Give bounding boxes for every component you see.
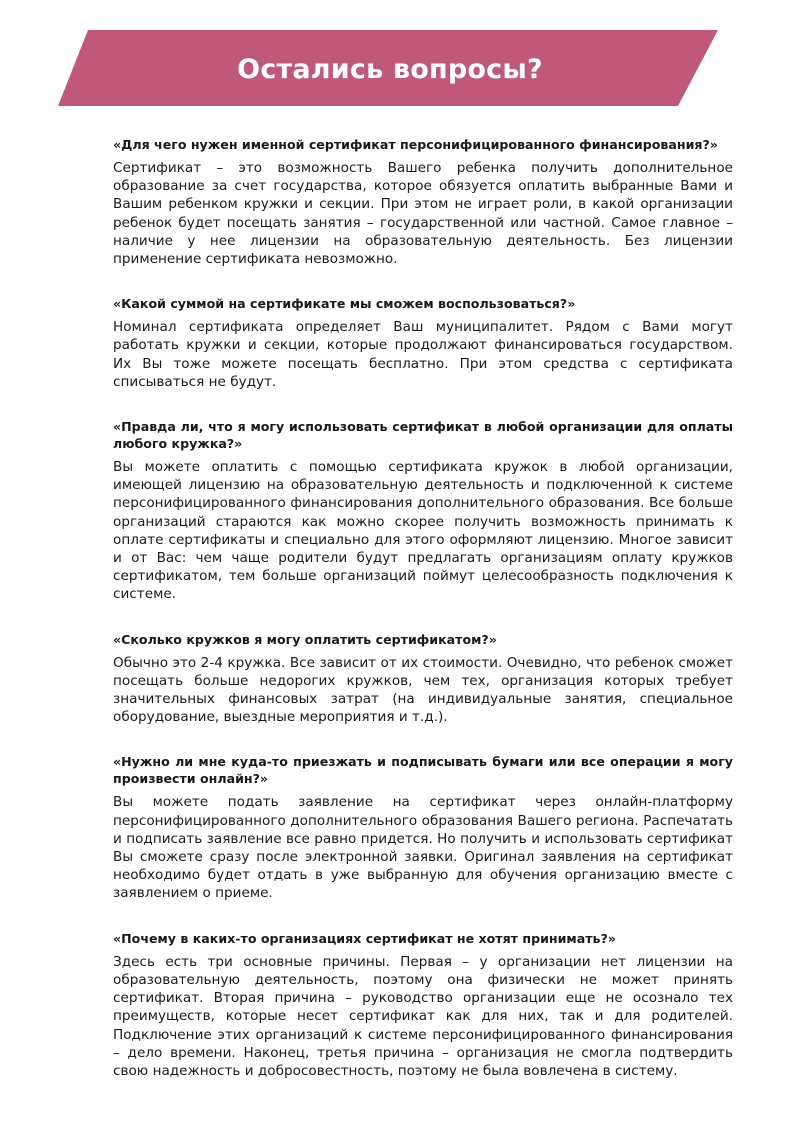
faq-question: «Нужно ли мне куда-то приезжать и подписывать бумаги или все операции я могу произвести онлайн?» [113,754,733,787]
header-banner [0,0,800,130]
page-title: Остались вопросы? [237,54,543,85]
faq-question: «Сколько кружков я могу оплатить сертификатом?» [113,631,497,647]
faq-item [113,136,733,268]
faq-answer: Вы можете подать заявление на сертификат через онлайн-платформу персонифицированного дополнительного образования Вашего региона. Распечатать и подписать заявление все равно придется. Но получить и использовать сертификат Вы сможете сразу после электронной заявки. Оригинал заявления на сертификат необходимо будет отдать в уже выбранную для обучения организацию вместе с заявлением о приеме. [113,794,733,902]
faq-answer: Номинал сертификата определяет Ваш муниципалитет. Рядом с Вами могут работать кружки и секции, которые продолжают финансироваться государством. Их Вы тоже можете посещать бесплатно. При этом средства с сертификата списываться не будут. [113,319,733,390]
faq-item [113,418,733,604]
faq-item [113,295,733,391]
faq-question: «Для чего нужен именной сертификат персонифицированного финансирования?» [113,137,718,152]
faq-answer: Сертификат – это возможность Вашего ребенка получить дополнительное образование за счет государства, которое обязуется оплатить выбранные Вами и Вашим ребенком кружки и секции. При этом не играет роли, в какой организации ребенок будет посещать занятия – государственной или частной. Самое главное – наличие у нее лицензии на образовательную деятельность. Без лицензии применение сертификата невозможно. [113,160,733,268]
faq-question: «Какой суммой на сертификате мы сможем воспользоваться?» [113,296,576,312]
faq-answer: Вы можете оплатить с помощью сертификата кружок в любой организации, имеющей лицензию на образовательную деятельность и подключенной к системе персонифицированного финансирования дополнительного образования. Все больше организаций стараются как можно скорее получить возможность принимать к оплате сертификаты и специально для этого оформляют лицензию. Многое зависит и от Вас: чем чаще родители будут предлагать организациям оплату кружков сертификатом, тем больше организаций поймут целесообразность подключения к системе. [113,459,733,603]
faq-item [113,753,733,902]
faq-answer: Здесь есть три основные причины. Первая – у организации нет лицензии на образовательную деятельность, поэтому она физически не может принять сертификат. Вторая причина – руководство организации еще не осознало тех преимуществ, которые несет сертификат как для них, так и для родителей. Подключение этих организаций к системе персонифицированного финансирования – дело времени. Наконец, третья причина – организация не смогла подтвердить свою надежность и добросовестность, поэтому не была вовлечена в систему. [113,953,733,1079]
faq-list [113,136,733,1107]
faq-item [113,631,733,727]
faq-question: «Почему в каких-то организациях сертификат не хотят принимать?» [113,930,616,946]
faq-answer: Обычно это 2-4 кружка. Все зависит от их стоимости. Очевидно, что ребенок сможет посещать больше недорогих кружков, чем тех, организация которых требует значительных финансовых затрат (на индивидуальные занятия, специальное оборудование, выездные мероприятия и т.д.). [113,654,733,726]
faq-question: «Правда ли, что я могу использовать сертификат в любой организации для оплаты любого кружка?» [113,419,733,452]
faq-item [113,930,733,1080]
